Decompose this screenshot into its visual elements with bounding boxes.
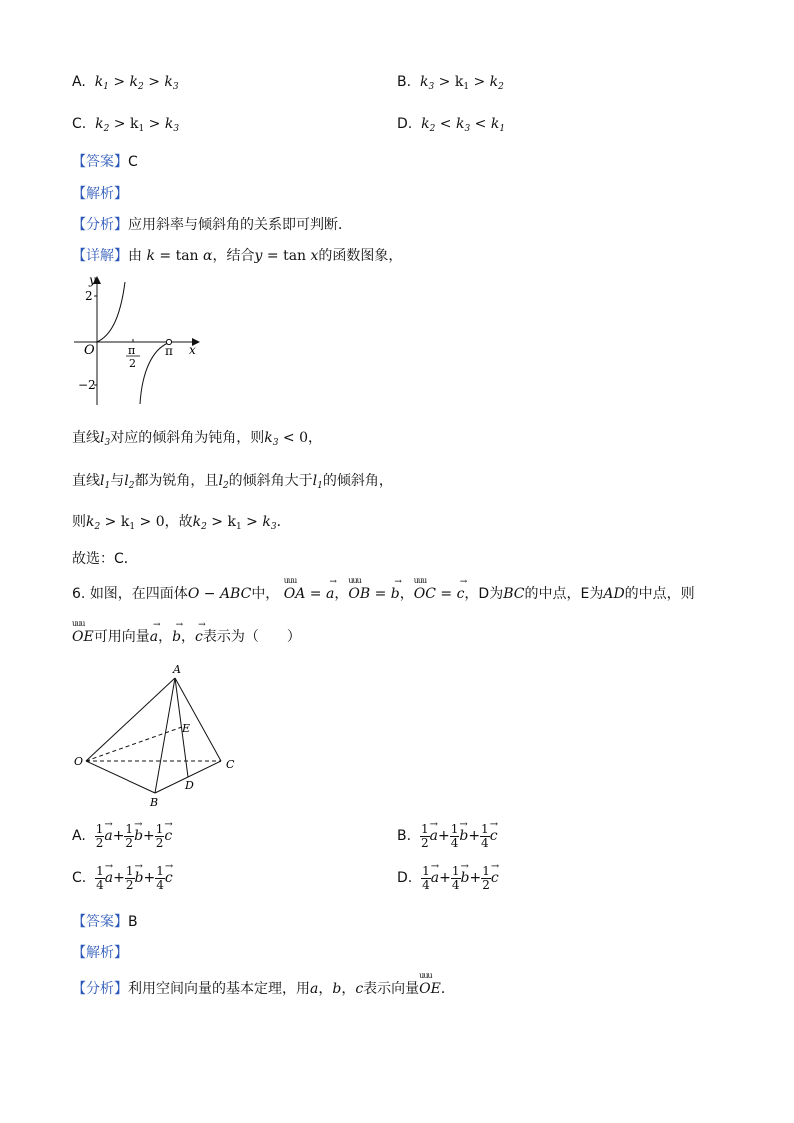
tick-pi-half-den: 2: [129, 357, 136, 370]
segment-oe-hidden: [86, 727, 182, 761]
line-conclusion: 则$k_2 > k_1 > 0$，故$k_2 > k_1 > k_3$．: [72, 514, 291, 532]
y-label: y: [89, 273, 96, 287]
line-l1-l2: 直线$l_1$与$l_2$都为锐角，且$l_2$的倾斜角大于$l_1$的倾斜角，: [72, 473, 393, 491]
tick-y-neg2: −2: [78, 378, 96, 392]
q5-option-b: B. $k_3 > k_1 > k_2$: [397, 74, 504, 92]
q5-option-a: A. $k_1 > k_2 > k_3$: [72, 74, 179, 92]
x-label: x: [189, 343, 196, 357]
q5-option-c: C. $k_2 > k_1 > k_3$: [72, 116, 180, 134]
tetrahedron-figure: [70, 660, 245, 812]
vertex-o-label: O: [74, 755, 84, 768]
edge-ac: [175, 678, 221, 761]
vertex-b-label: B: [150, 796, 159, 809]
origin-label: O: [84, 343, 95, 358]
edge-ob: [86, 761, 155, 793]
tick-pi: π: [165, 344, 173, 358]
vertex-c-label: C: [226, 758, 235, 771]
q6-stem-line1: 6. 如图，在四面体O − ABC中， uuu OA = → a，uuu OB = → b，uuu OC = → c，D为BC的中点，E为AD的中点，则: [72, 583, 695, 603]
q6-analysis-heading: 【解析】: [72, 945, 128, 961]
q5-option-d: D. $k_2 < k_3 < k_1$: [397, 116, 506, 134]
point-e-label: E: [182, 722, 191, 735]
vertex-a-label: A: [173, 663, 181, 676]
tick-pi-half-num: π: [128, 344, 136, 357]
tan-branch-right: [140, 343, 168, 404]
tan-branch-left: [97, 282, 125, 342]
q5-answer: 【答案】C: [72, 154, 138, 170]
q6-stem-line2: uuu OE可用向量→ a，→ b，→ c表示为（ ）: [72, 626, 301, 646]
q6-fenxi: 【分析】利用空间向量的基本定理，用a，b，c表示向量uuu OE．: [72, 978, 455, 998]
edge-ab: [155, 678, 175, 793]
q6-option-c: C. $\frac{1}{4}$ → a+ $\frac{1}{2}$ → b+ $\frac{1}{4}$ → c: [72, 864, 173, 892]
q5-analysis-heading: 【解析】: [72, 186, 128, 202]
q6-option-a: A. $\frac{1}{2}$ → a+ $\frac{1}{2}$ → b+ $\frac{1}{2}$ → c: [72, 822, 172, 850]
tick-y-2: 2: [85, 289, 93, 303]
edge-oa: [86, 678, 175, 761]
q5-fenxi: 【分析】应用斜率与倾斜角的关系即可判断．: [72, 217, 352, 233]
q5-xiangjie: 【详解】由 k = tan α，结合y = tan x的函数图象，: [72, 248, 403, 264]
point-d-label: D: [185, 779, 194, 792]
q6-answer: 【答案】B: [72, 914, 138, 930]
line-choice: 故选：C．: [72, 551, 138, 567]
tan-graph: [72, 272, 207, 408]
q6-option-d: D. $\frac{1}{4}$ → a+ $\frac{1}{4}$ → b+ $\frac{1}{2}$ → c: [397, 864, 499, 892]
q6-option-b: B. $\frac{1}{2}$ → a+ $\frac{1}{4}$ → b+ $\frac{1}{4}$ → c: [397, 822, 498, 850]
line-l3: 直线$l_3$对应的倾斜角为钝角，则$k_3 < 0$，: [72, 430, 322, 448]
